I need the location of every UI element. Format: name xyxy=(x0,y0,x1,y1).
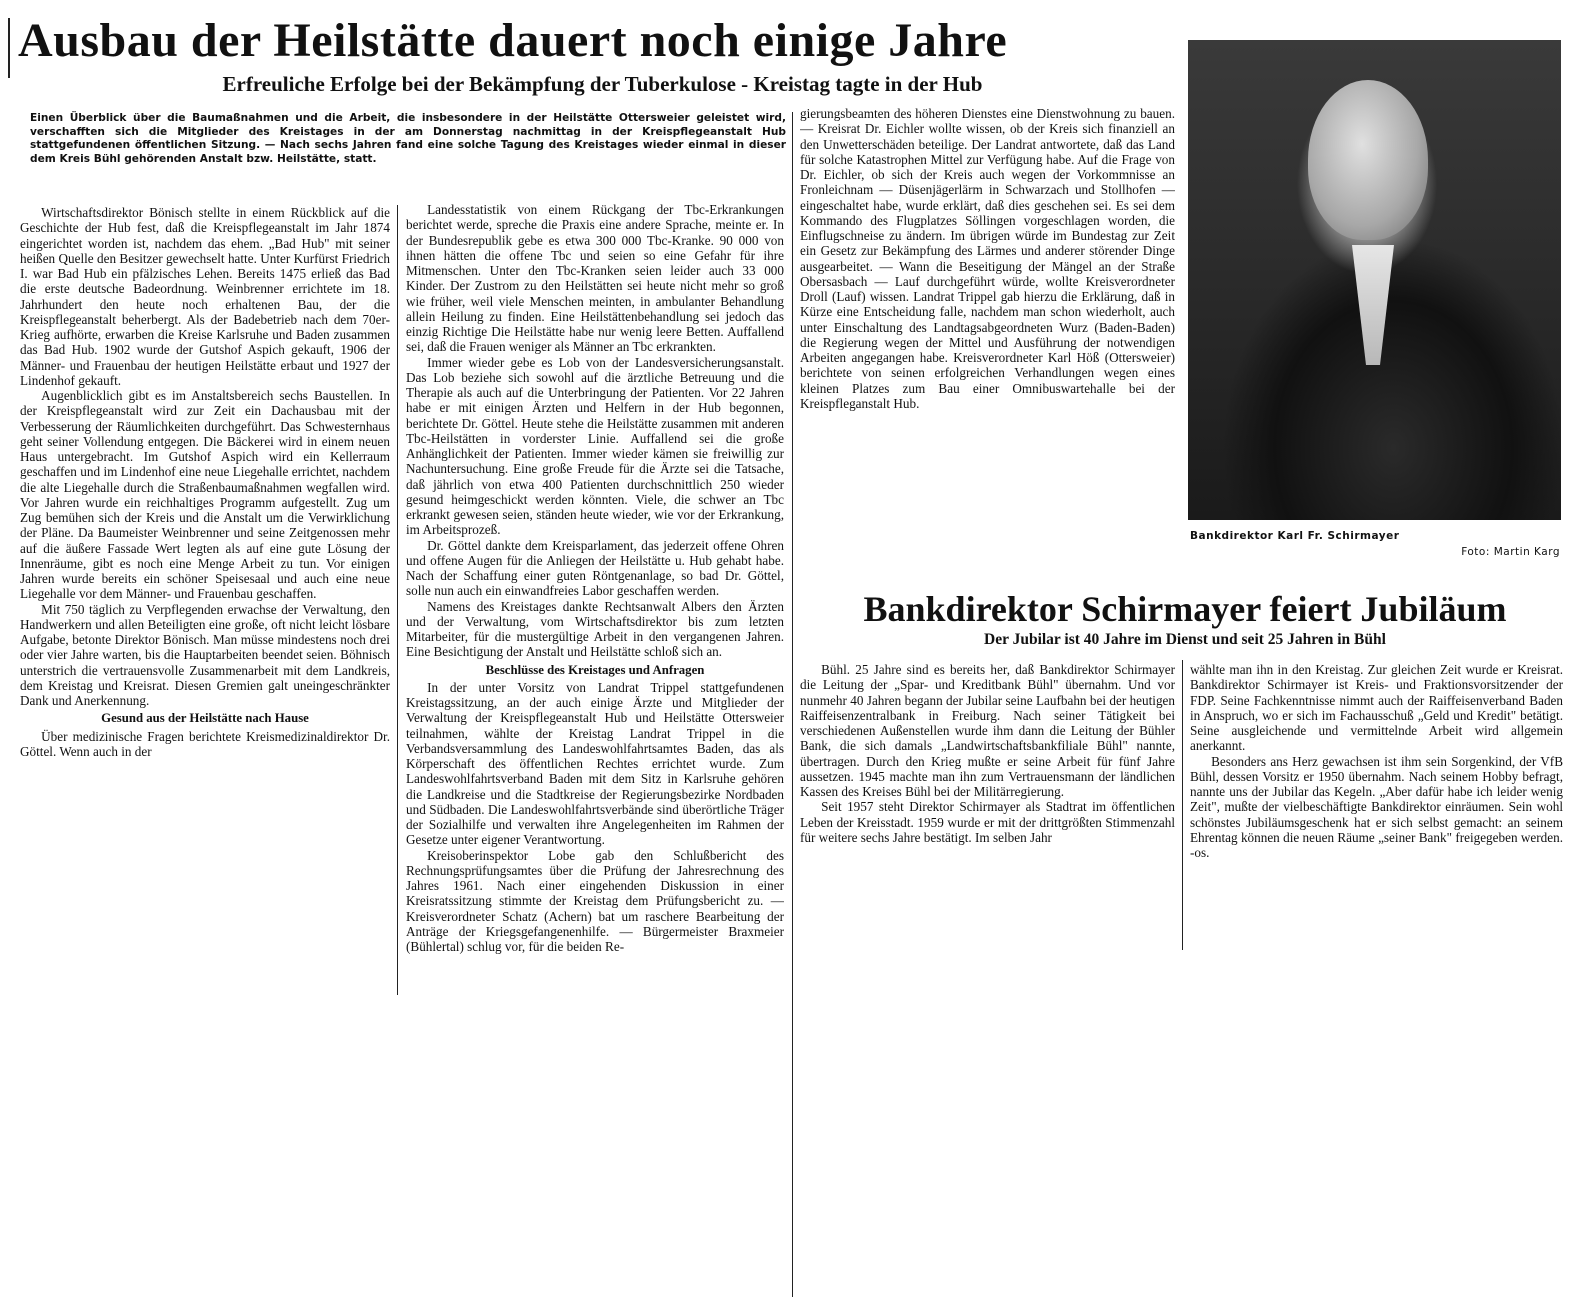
photo-caption: Bankdirektor Karl Fr. Schirmayer xyxy=(1190,530,1400,542)
paragraph: Wirtschaftsdirektor Bönisch stellte in einem Rückblick auf die Geschichte der Hub fest, daß die Kreispflegeanstalt im Jahr 1874 eingerichtet worden ist, nachdem das ehem. „Bad Hub" mit seiner heißen Quelle den Besitzer gewechselt hatte. Unter Kurfürst Friedrich I. war Bad Hub ein pfälzisches Lehen. Bereits 1475 erließ das Bad die erste deutsche Badeordnung. Weinbrenner errichtete im 18. Jahrhundert den heute noch erhaltenen Bau, der die Kreispflegeanstalt beherbergt. Als der Badebetrieb nach dem 70er-Krieg aufhörte, erwarben die Kreise Karlsruhe und Baden zusammen das Bad Hub. 1902 wurde der Gutshof Aspich gekauft, 1906 der Männer- und Frauenbau der heutigen Heilstätte erbaut und 1927 der Lindenhof gekauft. xyxy=(20,205,390,388)
paragraph: Landesstatistik von einem Rückgang der Tbc-Erkrankungen berichtet werde, spreche die Praxis eine andere Sprache, meinte er. In der Bundesrepublik gebe es etwa 300 000 Tbc-Kranke. 90 000 von ihnen hätten die offene Tbc und seien so eine Gefahr für ihre Mitmenschen. Unter den Tbc-Kranken seien leider auch 33 000 Kinder. Der Zustrom zu den Heilstätten sei heute nicht mehr so groß wie früher, weil viele Menschen meinten, in ambulanter Behandlung allein Heilung zu finden. Eine Heilstättenbehandlung sei jedoch das einzig Richtige Die Heilstätte habe nur wenig leere Betten. Auffallend sei, daß die Frauen weniger als Männer an Tbc erkrankten. xyxy=(406,202,784,355)
article2-subheadline: Der Jubilar ist 40 Jahre im Dienst und seit 25 Jahren in Bühl xyxy=(984,631,1386,648)
article-column-2 xyxy=(406,202,784,1300)
article-lead: Einen Überblick über die Baumaßnahmen und die Arbeit, die insbesondere in der Heilstätte Ottersweier geleistet wird, verschafften sich die Mitglieder des Kreistages in der am Donnerstag nachmittag in der Kreispflegeanstalt Hub stattgefundenen öffentlichen Sitzung. — Nach sechs Jahren fand eine solche Tagung des Kreistages wieder einmal in dieser dem Kreis Bühl gehörenden Anstalt bzw. Heilstätte, statt. xyxy=(30,112,786,165)
article-column-3 xyxy=(800,106,1175,566)
portrait-shirt xyxy=(1338,245,1408,365)
paragraph: Augenblicklich gibt es im Anstaltsbereich sechs Baustellen. In der Kreispflegeanstalt wird zur Zeit ein Dachausbau mit der Verbesserung der Räumlichkeiten durchgeführt. Das Schwesternhaus geht seiner Vollendung entgegen. Die Bäckerei wird in einem neuen Haus untergebracht. Im Gutshof Aspich wird ein Kellerraum geschaffen und im Lindenhof eine neue Liegehalle errichtet, nachdem die alte Liegehalle durch die Straßenbaumaßnahmen wegfallen wird. Vor Jahren wurde ein reichhaltiges Programm aufgestellt. Zug um Zug bemühen sich der Kreis und die Anstalt um die Verwirklichung der Pläne. Da Baumeister Weinbrenner und seine Zeitgenossen mehr auf die äußere Fassade Wert legten als auf eine gute Lösung der Innenräume, gibt es noch eine Menge Arbeit zu tun. Vor einigen Jahren wurde bereits ein schöner Speisesaal und auch eine neue Liegehalle vor dem Männer- und Frauenbau geschaffen. xyxy=(20,388,390,602)
paragraph: wählte man ihn in den Kreistag. Zur gleichen Zeit wurde er Kreisrat. Bankdirektor Schirmayer ist Kreis- und Fraktionsvorsitzender der FDP. Seine Fachkenntnisse nimmt auch der Raiffeisenverband Baden in Anspruch, wo er sich im Fachausschuß „Geld und Kredit" betätigt. Seine ausgleichende und vermittelnde Arbeit wird allgemein anerkannt. xyxy=(1190,662,1563,754)
article-column-1 xyxy=(20,205,390,1005)
paragraph: In der unter Vorsitz von Landrat Trippel stattgefundenen Kreistagssitzung, an der auch einige Ärzte und Mitglieder der Verwaltung der Kreispflegeanstalt Hub und Heilstätte Ottersweier teilnahmen, wählte der Kreistag Landrat Trippel in die Verbandsversammlung des Landeswohlfahrtsamtes Baden, das als Körperschaft des öffentlichen Rechtes errichtet wurde. Zum Landeswohlfahrtsverband Baden mit dem Sitz in Karlsruhe gehören die Landkreise und die Stadtkreise der Regierungsbezirke Nordbaden und Südbaden. Die Landeswohlfahrtsverbände sind überörtliche Träger der Sozialhilfe und verwalten ihre Angelegenheiten im Rahmen der Gesetze unter eigener Verantwortung. xyxy=(406,679,784,848)
paragraph: Namens des Kreistages dankte Rechtsanwalt Albers den Ärzten und der Verwaltung, vom Wirtschaftsdirektor bis zum letzten Mitarbeiter, für die mustergültige Arbeit in den vergangenen Jahren. Eine Besichtigung der Anstalt und Heilstätte schloß sich an. xyxy=(406,598,784,660)
article-subheadline: Erfreuliche Erfolge bei der Bekämpfung der Tuberkulose - Kreistag tagte in der Hub xyxy=(222,72,983,96)
article2-column-1 xyxy=(800,662,1175,962)
paragraph: Seit 1957 steht Direktor Schirmayer als Stadtrat im öffentlichen Leben der Kreisstadt. 1959 wurde er mit der drittgrößten Stimmenzahl für weitere sechs Jahre bestätigt. Im selben Jahr xyxy=(800,799,1175,845)
article2-column-2 xyxy=(1190,662,1563,962)
paragraph: Mit 750 täglich zu Verpflegenden erwachse der Verwaltung, den Handwerkern und allen Beteiligten eine große, oft nicht leicht lösbare Aufgabe, betonte Direktor Bönisch. Man müsse mindestens noch drei oder vier Jahre warten, bis die Hauptarbeiten beendet seien. Böhnisch unterstrich die vertrauensvolle Zusammenarbeit mit dem Landkreis, dem Kreistag und Kreisrat. Diesen Gremien galt uneingeschränkter Dank und Anerkennung. xyxy=(20,601,390,708)
column-rule-1 xyxy=(397,205,398,995)
photo-credit: Foto: Martin Karg xyxy=(1461,546,1560,558)
section-heading: Gesund aus der Heilstätte nach Hause xyxy=(101,711,309,726)
portrait-face xyxy=(1308,80,1428,240)
paragraph: Immer wieder gebe es Lob von der Landesversicherungsanstalt. Das Lob beziehe sich sowohl auf die ärztliche Betreuung und die Therapie als auch auf die Unterbringung der Patienten. Vor 22 Jahren habe er mit einigen Ärzten und Helfern in der Hub begonnen, berichtete Dr. Göttel. Heute stehe die Heilstätte zusammen mit anderen Tbc-Heilstätten in vorderster Linie. Auffallend sei die große Anhänglichkeit der Patienten. Immer wieder kämen sie freiwillig zur Nachuntersuchung. Eine große Freude für die Ärzte sei die Tatsache, daß jährlich von etwa 400 Patienten durchschnittlich 250 wieder gesund heimgeschickt werden könnten. Viele, die schwer an Tbc erkrankt gewesen seien, ständen heute wieder, wie vor der Erkrankung, im Arbeitsprozeß. xyxy=(406,354,784,538)
paragraph: Über medizinische Fragen berichtete Kreismedizinaldirektor Dr. Göttel. Wenn auch in der xyxy=(20,728,390,759)
paragraph: gierungsbeamten des höheren Dienstes eine Dienstwohnung zu bauen. — Kreisrat Dr. Eichler wollte wissen, ob der Kreis sich finanziell an den Unwetterschäden beteilige. Der Landrat antwortete, daß das Land für solche Katastrophen Mittel zur Verfügung habe. Auf die Frage von Dr. Eichler, ob sich der Kreis auch wegen der Vorkommnisse an Fronleichnam — Düsenjägerlärm in Schwarzach und Stollhofen — eingeschaltet habe, wurde erklärt, daß dies geschehen sei. Es sei dem Kommando des Flugplatzes Söllingen vorgeschlagen worden, die Einflugschneise zu ändern. Im übrigen würde im Bundestag zur Zeit ein Gesetz zur Bekämpfung des Lärmes und anderer störender Dinge ausgearbeitet. — Wann die Beseitigung der Mängel an der Straße Obersasbach — Lauf durchgeführt würde, wollte Kreisverordneter Droll (Lauf) wissen. Landrat Trippel gab hierzu die Erklärung, daß in Kürze eine Entscheidung falle, nachdem man schon wiederholt, auch unter Einschaltung des Landtagsabgeordneten Wurz (Baden-Baden) die Regierung wegen der Mittel und Ausführung der notwendigen Arbeiten angegangen habe. Kreisverordneter Karl Höß (Ottersweier) berichtete von seinen erfolgreichen Verhandlungen wegen eines kleinen Platzes zum Bau einer Omnibuswartehalle bei der Kreispfleganstalt Hub. xyxy=(800,106,1175,411)
article-headline: Ausbau der Heilstätte dauert noch einige Jahre xyxy=(18,14,1008,67)
paragraph: Dr. Göttel dankte dem Kreisparlament, das jederzeit offene Ohren und offene Augen für die Anliegen der Heilstätte u. Hub gehabt habe. Nach der Schaffung einer guten Röntgenanlage, so bad Dr. Göttel, solle nun auch ein einwandfreies Labor geschaffen werden. xyxy=(406,537,784,599)
portrait-photo xyxy=(1188,40,1561,520)
left-border-rule xyxy=(8,18,10,78)
column-rule-3 xyxy=(1182,660,1183,950)
column-rule-2 xyxy=(792,112,793,1297)
section-heading: Beschlüsse des Kreistages und Anfragen xyxy=(485,662,705,677)
article2-headline: Bankdirektor Schirmayer feiert Jubiläum xyxy=(863,589,1507,629)
paragraph: Bühl. 25 Jahre sind es bereits her, daß Bankdirektor Schirmayer die Leitung der „Spar- und Kreditbank Bühl" übernahm. Und vor nunmehr 40 Jahren begann der Jubilar seine Laufbahn bei der heutigen Raiffeisenzentralbank in Freiburg. Nach seiner Tätigkeit bei verschiedenen Außenstellen wurde ihm dann die Leitung der Bühler Bank, die sich damals „Landwirtschaftsbankfiliale Bühl" nannte, übertragen. Durch den Krieg mußte er seine Arbeit für fünf Jahre aussetzen. 1945 machte man ihn zum Vertrauensmann der ländlichen Kassen des Kreises Bühl bei der Militärregierung. xyxy=(800,662,1175,799)
paragraph: Besonders ans Herz gewachsen ist ihm sein Sorgenkind, der VfB Bühl, dessen Vorsitz er 1950 übernahm. Nach seinem Hobby befragt, nannte uns der Jubilar das Kegeln. „Aber dafür habe ich leider wenig Zeit", mußte der vielbeschäftigte Bankdirektor einräumen. Sein wohl schönstes Jubiläumsgeschenk hat er sich selbst gemacht: an seinem Ehrentag können die neuen Räume „seiner Bank" freigegeben werden. -os. xyxy=(1190,753,1563,860)
paragraph: Kreisoberinspektor Lobe gab den Schlußbericht des Rechnungsprüfungsamtes über die Prüfung der Jahresrechnung des Jahres 1961. Nach einer eingehenden Diskussion in einer Kreisratssitzung stimmte der Kreistag dem Prüfungsbericht zu. — Kreisverordneter Schatz (Achern) bat um raschere Bearbeitung der Anträge der Kriegsgefangenenhilfe. — Bürgermeister Braxmeier (Bühlertal) schlug vor, für die beiden Re- xyxy=(406,847,784,954)
